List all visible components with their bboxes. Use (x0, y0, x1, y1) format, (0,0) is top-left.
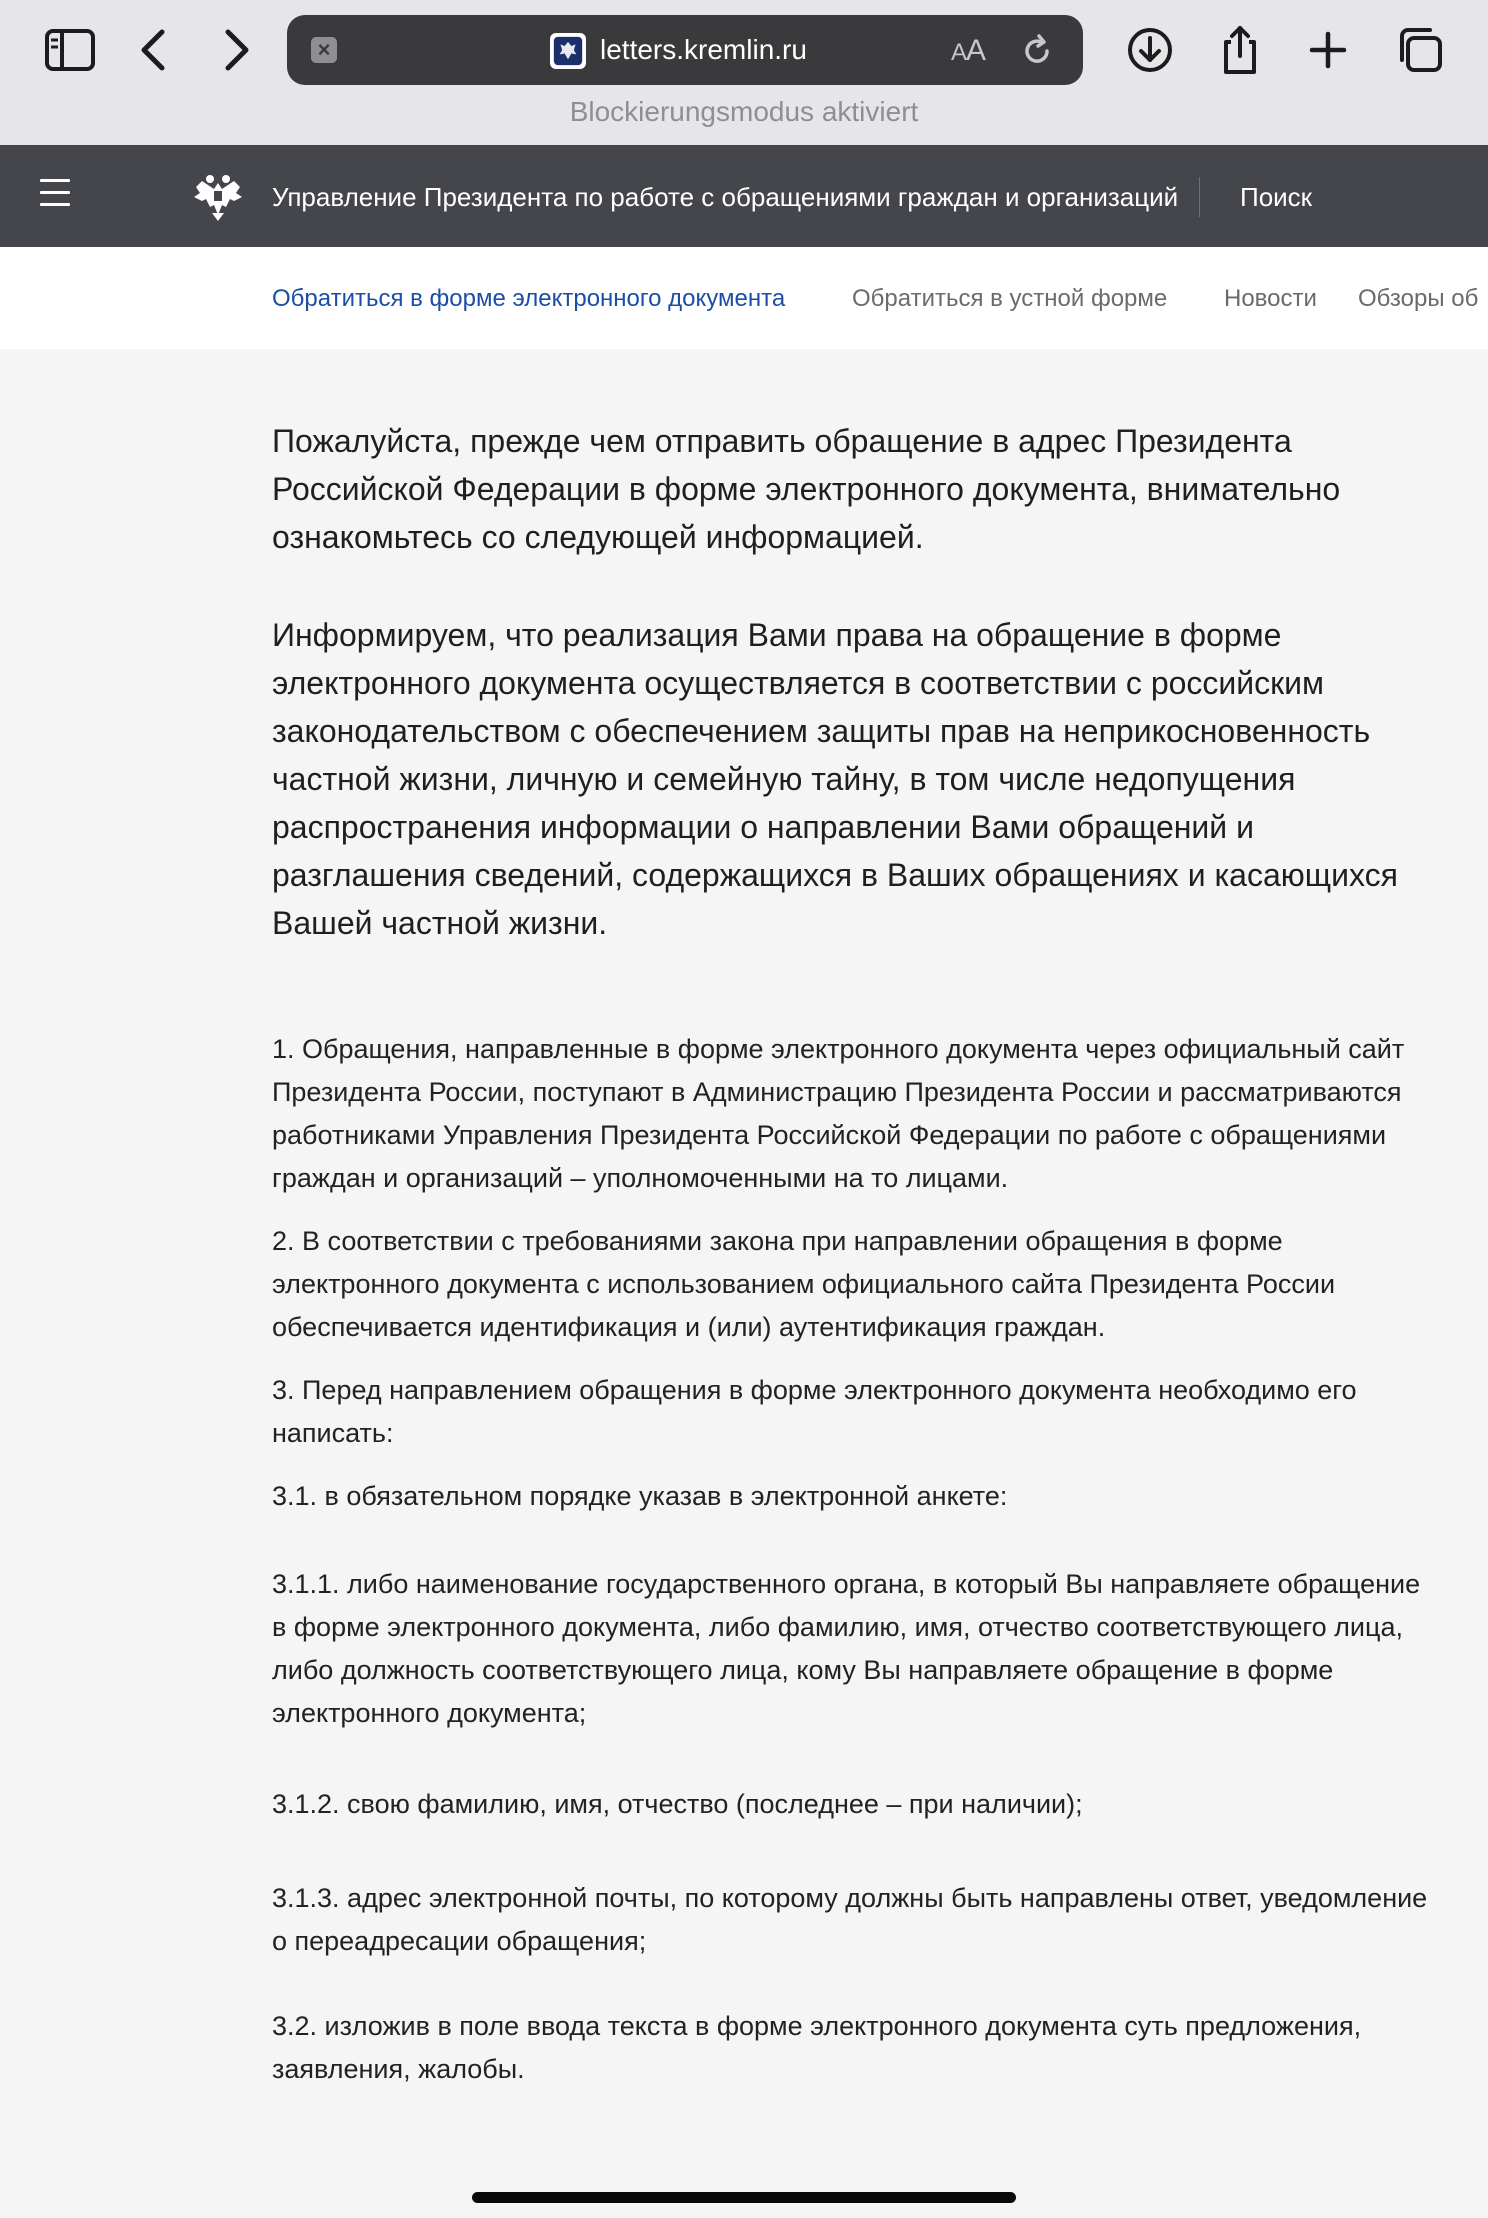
intro-paragraph: Пожалуйста, прежде чем отправить обращение в адрес Президента Российской Федерации в форме электронного документа, внимательно ознакомьтесь со следующей информацией. (272, 423, 1341, 555)
reload-icon[interactable] (1017, 31, 1057, 71)
list-item: 1. Обращения, направленные в форме электронного документа через официальный сайт Президента России, поступают в Администрацию Президента России и рассматриваются работниками Управления Президента Российской Федерации по работе с обращениями граждан и организаций – уполномоченными на то лицами. (272, 1034, 1405, 1193)
nav-oral-form[interactable]: Обратиться в устной форме (852, 285, 1168, 312)
privacy-paragraph: Информируем, что реализация Вами права на обращение в форме электронного документа осуществляется в соответствии с российским законодательством с обеспечением защиты прав на неприкосновенность частной жизни, личную и семейную тайну, в том числе недопущения распространения информации о направлении Вами обращений и разглашения сведений, содержащихся в Ваших обращениях и касающихся Вашей частной жизни. (272, 617, 1398, 941)
nav-news[interactable]: Новости (1224, 285, 1317, 312)
site-favicon-icon (550, 33, 586, 69)
list-item: 2. В соответствии с требованиями закона при направлении обращения в форме электронного документа с использованием официального сайта Президента России обеспечивается идентификация и (или) аутентификация граждан. (272, 1226, 1336, 1342)
list-item: 3.1.1. либо наименование государственного органа, в который Вы направляете обращение в форме электронного документа, либо фамилию, имя, отчество соответствующего лица, либо должность соответствующего лица, кому Вы направляете обращение в форме электронного документа; (272, 1569, 1421, 1728)
menu-icon[interactable] (40, 179, 70, 213)
browser-toolbar (0, 0, 1488, 146)
list-item: 3.1.3. адрес электронной почты, по которому должны быть направлены ответ, уведомление о переадресации обращения; (272, 1883, 1428, 1956)
header-divider (1199, 177, 1200, 217)
download-icon[interactable] (1120, 20, 1180, 80)
site-title[interactable]: Управление Президента по работе с обращениями граждан и организаций (272, 182, 1179, 212)
list-item: 3.2. изложив в поле ввода текста в форме электронного документа суть предложения, заявления, жалобы. (272, 2011, 1362, 2084)
section-nav (0, 247, 1488, 349)
back-icon[interactable] (126, 20, 186, 80)
search-link[interactable]: Поиск (1240, 182, 1313, 212)
forward-icon[interactable] (204, 20, 264, 80)
double-eagle-emblem-icon[interactable] (192, 169, 244, 223)
address-bar[interactable] (287, 15, 1083, 85)
site-header (0, 145, 1488, 247)
list-item: 3.1. в обязательном порядке указав в электронной анкете: (272, 1481, 1008, 1511)
close-tab-icon[interactable]: × (311, 37, 337, 63)
url-text[interactable]: letters.kremlin.ru (600, 34, 807, 65)
nav-electronic-document[interactable]: Обратиться в форме электронного документа (272, 285, 786, 312)
list-item: 3. Перед направлением обращения в форме электронного документа необходимо его написать: (272, 1375, 1357, 1448)
tabs-overview-icon[interactable] (1390, 20, 1450, 80)
nav-reviews[interactable]: Обзоры об (1358, 285, 1479, 312)
home-indicator[interactable] (472, 2192, 1016, 2203)
new-tab-icon[interactable] (1298, 20, 1358, 80)
share-icon[interactable] (1210, 20, 1270, 80)
sidebar-icon[interactable] (40, 20, 100, 80)
list-item: 3.1.2. свою фамилию, имя, отчество (последнее – при наличии); (272, 1789, 1083, 1819)
lockdown-mode-notice: Blockierungsmodus aktiviert (569, 96, 919, 127)
text-size-button[interactable]: AA (951, 34, 986, 67)
